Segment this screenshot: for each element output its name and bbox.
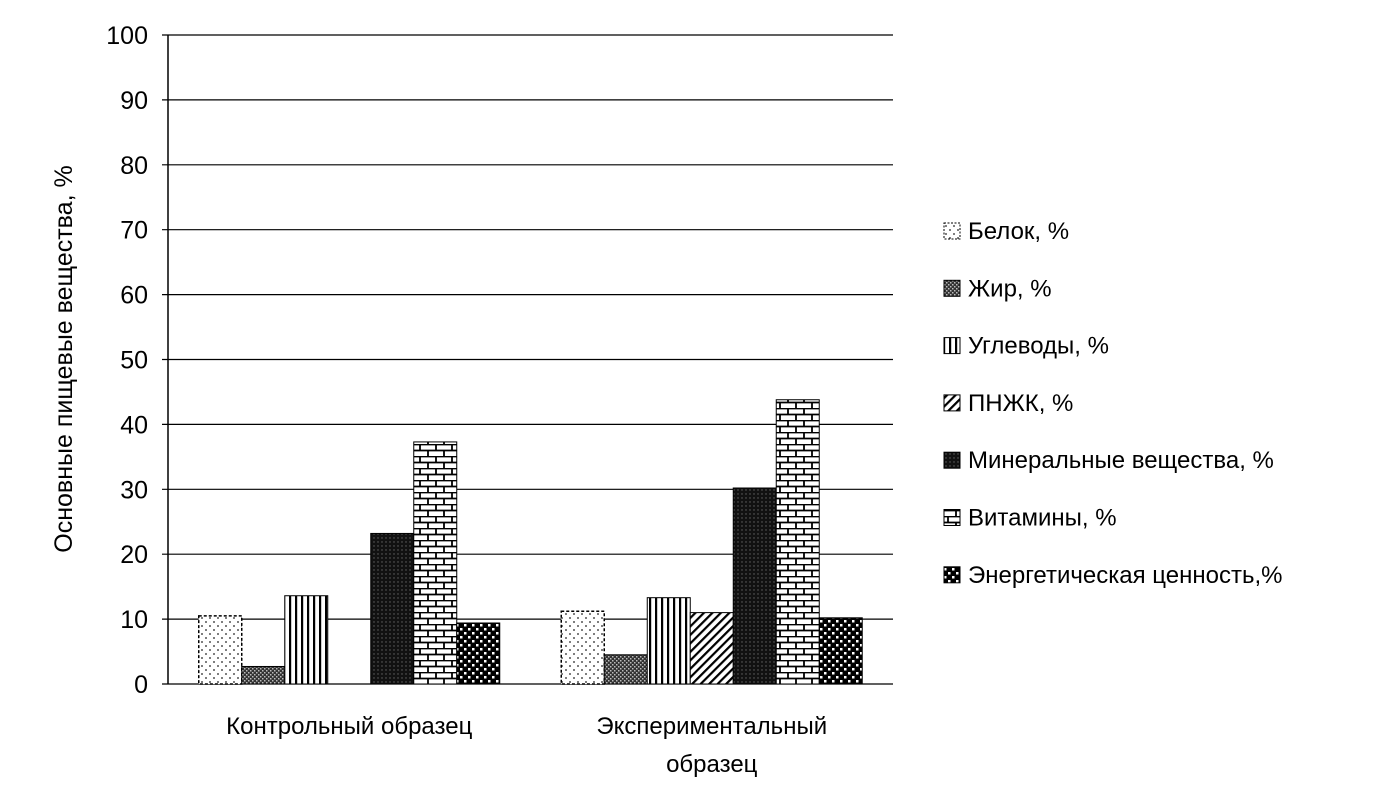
legend-label: Белок, % [968,218,1070,245]
bars [199,400,863,684]
bar-diagonal-lines [690,613,733,684]
legend-swatch-dark-mesh [944,452,960,468]
legend-swatch-diagonal-lines [944,395,960,411]
legend-swatch-dots [944,223,960,239]
bar-dense-dots [242,666,285,684]
legend-label: Минеральные вещества, % [968,447,1274,475]
y-tick-label: 10 [120,606,148,635]
legend-label: Углеводы, % [968,332,1109,360]
y-axis-title: Основные пищевые вещества, % [50,165,78,553]
bar-checker [819,618,862,684]
y-tick-label: 60 [120,281,148,310]
legend-swatch-vertical-lines [944,338,960,354]
bar-checker [457,623,500,684]
y-tick-label: 100 [106,22,148,50]
bar-dots [561,611,604,684]
legend-swatch-bricks [944,510,960,526]
bar-vertical-lines [647,598,690,684]
y-tick-label: 0 [134,671,148,699]
x-category-label: Экспериментальный образец [596,713,828,778]
legend-label: Жир, % [968,275,1052,303]
bar-bricks [414,442,457,684]
bar-bricks [776,400,819,684]
legend-swatch-dense-dots [944,280,960,296]
bar-vertical-lines [285,596,328,684]
x-axis-categories [226,713,827,778]
legend-swatch-checker [944,567,960,583]
y-tick-label: 90 [120,86,148,115]
y-tick-label: 40 [120,411,148,440]
y-tick-label: 20 [120,541,148,570]
bar-dense-dots [604,655,647,684]
bar-dark-mesh [733,488,776,684]
y-tick-label: 50 [120,346,148,375]
y-tick-label: 70 [120,216,148,245]
y-tick-label: 30 [120,476,148,505]
bar-dots [199,616,242,684]
legend-label: Энергетическая ценность,% [968,561,1283,589]
legend-label: ПНЖК, % [968,389,1074,417]
x-category-label: Контрольный образец [226,713,473,740]
legend-label: Витамины, % [968,504,1117,532]
legend [944,218,1282,589]
y-axis-ticks [106,22,148,699]
bar-dark-mesh [371,533,414,684]
y-tick-label: 80 [120,151,148,180]
